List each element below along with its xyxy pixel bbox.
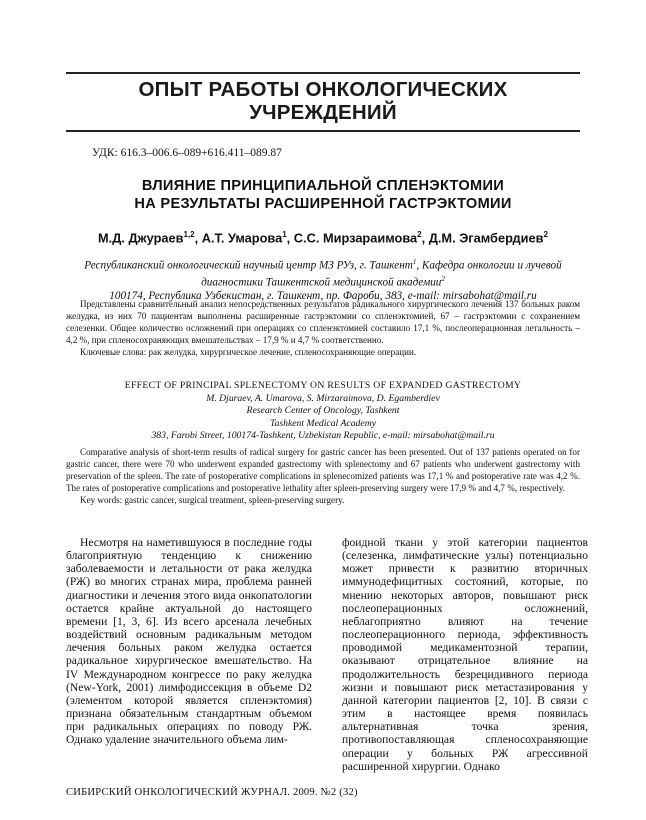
journal-footer: СИБИРСКИЙ ОНКОЛОГИЧЕСКИЙ ЖУРНАЛ. 2009. №2 (32) <box>66 787 358 798</box>
english-authors: M. Djuraev, A. Umarova, S. Mirzaraimova, D. Egamberdiev <box>206 392 440 404</box>
abstract-en-text: Comparative analysis of short-term results of radical surgery for gastric cancer has been presented. Out of 137 patients operated on for gastric cancer, there were 70 who underwent expanded gastrectomy with splenectomy and 67 patients who underwent gastrectomy with preservation of the spleen. The rate of postoperative complications in splenecomized patients was 17,1 % and postoperative rate was 4,2 %. The rates of postoperative complications and postoperative lethality after spleen-preserving surgery were 17,9 % and 4,7 %, respectively. <box>66 447 580 493</box>
author-name: А.Т. Умарова <box>201 230 283 246</box>
abstract-en <box>66 446 580 506</box>
article-title <box>66 177 580 213</box>
article-title-line1: ВЛИЯНИЕ ПРИНЦИПИАЛЬНОЙ СПЛЕНЭКТОМИИ <box>141 178 505 194</box>
authors: М.Д. Джураев$^{1,2}$, А.Т. Умарова$^1$, С.С. Мирзараимова$^2$, Д.М. Эгамбердиев$^2$ <box>98 230 548 246</box>
author-name: С.С. Мирзараимова <box>293 230 418 246</box>
affiliation-sup1: 1 <box>412 258 417 266</box>
author-name: М.Д. Джураев <box>98 230 184 246</box>
author-superscript: 2 <box>543 230 548 239</box>
body-column-right <box>342 536 588 773</box>
abstract-ru <box>66 298 580 358</box>
english-header <box>66 380 580 443</box>
udc-code: УДК: 616.3–006.6–089+616.411–089.87 <box>92 147 282 159</box>
english-affiliation-1: Research Center of Oncology, Tashkent <box>246 405 400 417</box>
affiliation-part1: Республиканский онкологический научный центр МЗ РУз, г. Ташкент <box>84 259 413 272</box>
section-title: ОПЫТ РАБОТЫ ОНКОЛОГИЧЕСКИХ УЧРЕЖДЕНИЙ <box>138 78 508 124</box>
keywords-en: Key words: gastric cancer, surgical treatment, spleen-preserving surgery. <box>80 495 345 505</box>
affiliation-sup2: 2 <box>441 274 445 283</box>
author-name: Д.М. Эгамбердиев <box>428 230 544 246</box>
top-rule <box>66 72 580 74</box>
body-column-left <box>66 536 312 747</box>
english-title: EFFECT OF PRINCIPAL SPLENECTOMY ON RESULTS OF EXPANDED GASTRECTOMY <box>124 380 522 391</box>
section-rule <box>66 130 580 132</box>
author-superscript: 1,2 <box>183 230 195 239</box>
abstract-ru-text: Представлены сравнительный анализ непосредственных результатов радикального хирургического лечения 137 больных раком желудка, из них 70 пациентам выполнены расширенные гастрэктомии со спленэктомией, 67 – гастрэктомии с сохранением селезенки. Общее количество осложнений при операциях со спленэктомией составило 17,1 %, послеоперационная летальность – 4,2 %, при спленосохраняющих вмешательствах – 17,9 % и 4,7 % соответственно. <box>66 299 580 345</box>
affiliation-part2: , Кафедра онкологии и лучевой диагностики Ташкентской медицинской академии <box>201 259 562 289</box>
body-paragraph: Несмотря на наметившуюся в последние годы благоприятную тенденцию к снижению заболеваемости и летальности от рака желудка (РЖ) во многих странах мира, проблема ранней диагностики и лечения этого вида онкопатологии остается крайне актуальной до настоящего времени [1, 3, 6]. Из всего арсенала лечебных воздействий основным радикальным методом лечения больных раком желудка остается радикальное хирургическое вмешательство. На IV Международном конгрессе по раку желудка (New-York, 2001) лимфодиссекция в объеме D2 (элементом которой является спленэктомия) признана обязательным стандартным объемом при радикальных операциях по поводу РЖ. Однако удаление значительного объема лим- <box>66 536 312 747</box>
author-superscript: 2 <box>417 230 422 239</box>
author-superscript: 1 <box>282 230 287 239</box>
article-title-line2: НА РЕЗУЛЬТАТЫ РАСШИРЕННОЙ ГАСТРЭКТОМИИ <box>134 196 512 212</box>
keywords-ru: Ключевые слова: рак желудка, хирургическое лечение, спленосохраняющие операции. <box>80 347 417 357</box>
affiliation <box>80 256 566 303</box>
english-address: 383, Farobi Street, 100174-Tashkent, Uzbekistan Republic, e-mail: mirsabohat@mail.ru <box>151 430 495 442</box>
body-paragraph: фоидной ткани у этой категории пациентов (селезенка, лимфатические узлы) потенциально может привести к развитию вторичных иммунодефицитных состояний, которые, по мнению некоторых авторов, повышают риск послеоперационных осложнений, неблагоприятно влияют на течение послеоперационного периода, эффективность проводимой медикаментозной терапии, оказывают отрицательное влияние на продолжительность безрецидивного периода жизни и повышают риск метастазирования у данной категории пациентов [2, 10]. В связи с этим в настоящее время появилась альтернативная точка зрения, противопоставляющая спленосохраняющие операции у больных РЖ агрессивной расширенной хирургии. Однако <box>342 536 588 773</box>
english-affiliation-2: Tashkent Medical Academy <box>270 417 376 429</box>
affiliation-address: 100174, Республика Узбекистан, г. Ташкент, пр. Фароби, 383, e-mail: mirsabohat@mail.ru <box>109 289 537 302</box>
